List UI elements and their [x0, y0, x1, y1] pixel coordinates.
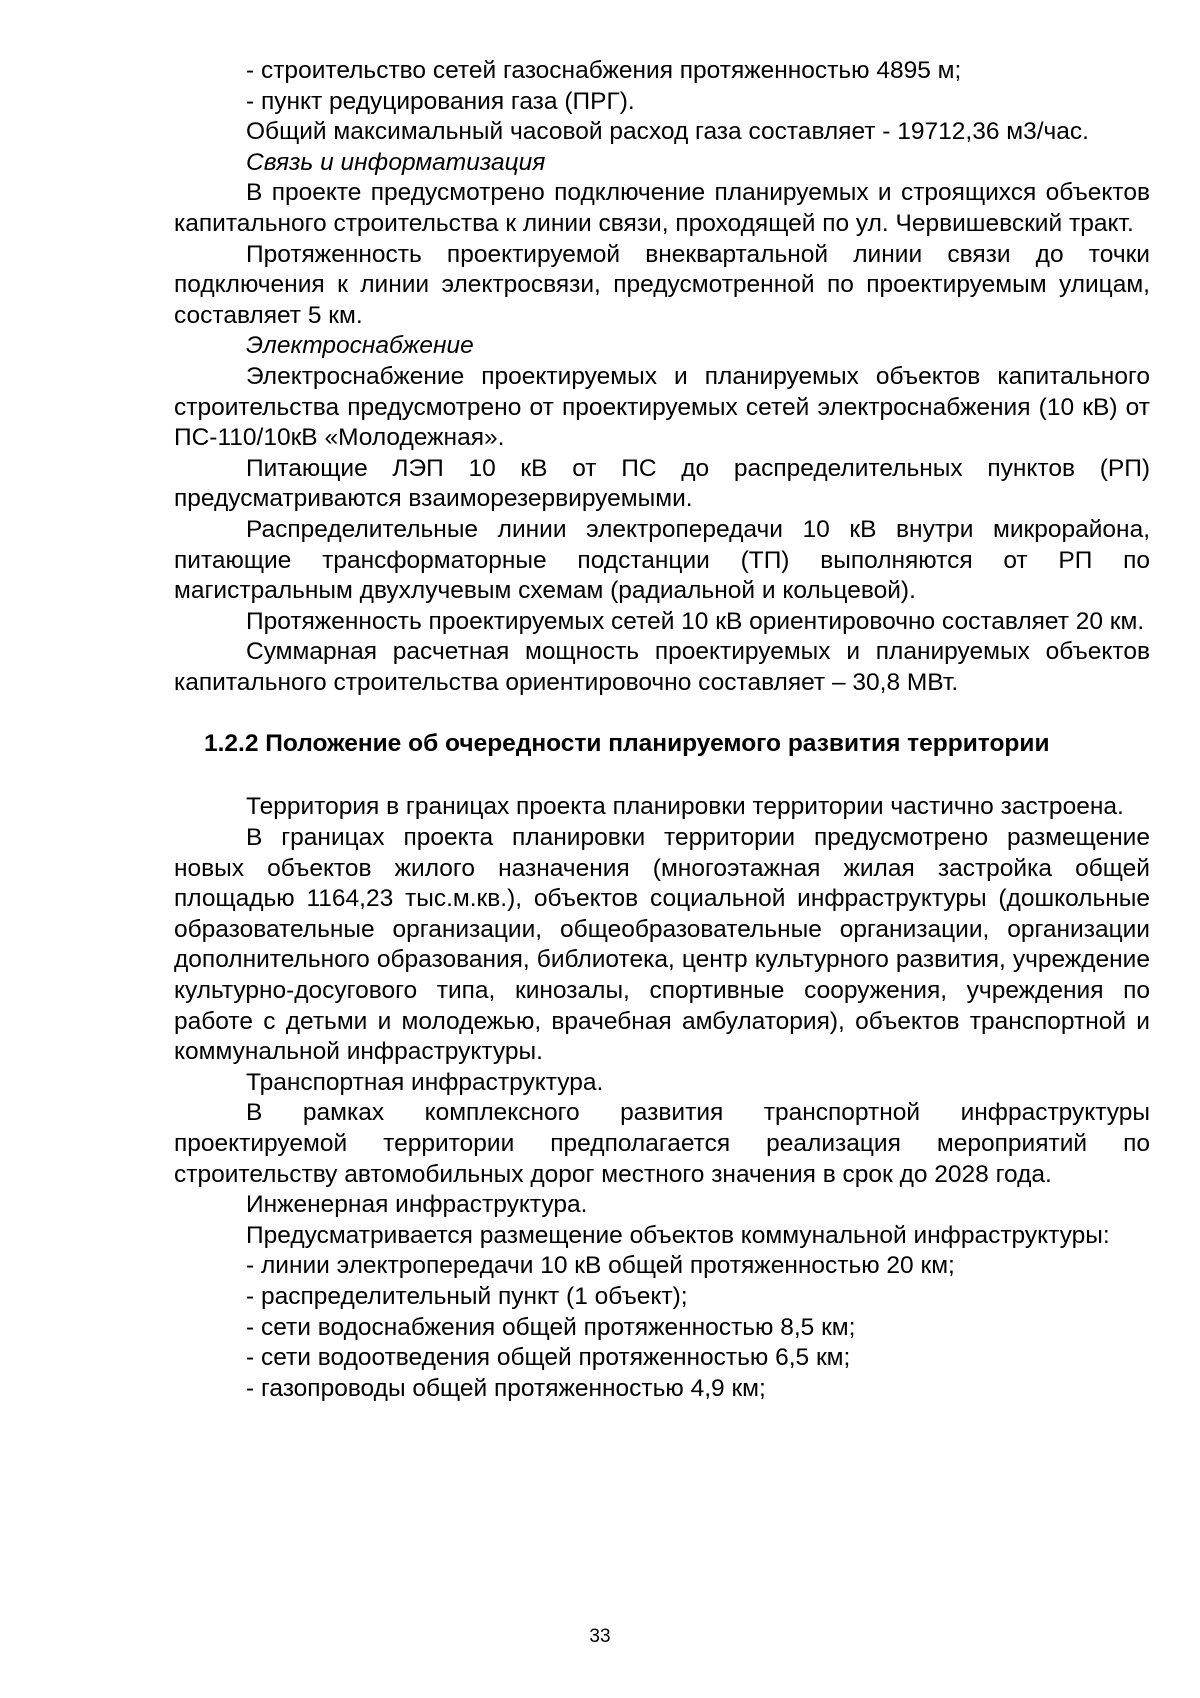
paragraph: В рамках комплексного развития транспортной инфраструктуры проектируемой территории предполагается реализация мероприятий по строительству автомобильных дорог местного значения в срок до 2028 года. — [174, 1099, 1150, 1188]
list-item: - сети водоснабжения общей протяженностью 8,5 км; — [246, 1313, 856, 1341]
paragraph: Суммарная расчетная мощность проектируемых и планируемых объектов капитального строительства ориентировочно составляет – 30,8 МВт. — [174, 638, 1150, 696]
paragraph: Общий максимальный часовой расход газа составляет - 19712,36 м3/час. — [246, 118, 1089, 146]
paragraph: Протяженность проектируемой внеквартальной линии связи до точки подключения к линии электросвязи, предусмотренной по проектируемым улицам, составляет 5 км. — [174, 240, 1150, 329]
paragraph: Электроснабжение проектируемых и планируемых объектов капитального строительства предусмотрено от проектируемых сетей электроснабжения (10 кВ) от ПС-110/10кВ «Молодежная». — [174, 362, 1150, 452]
list-item: - линии электропередачи 10 кВ общей протяженностью 20 км; — [246, 1252, 955, 1280]
list-item: - строительство сетей газоснабжения протяженностью 4895 м; — [246, 57, 962, 84]
paragraph: Инженерная инфраструктура. — [246, 1191, 588, 1219]
paragraph: Распределительные линии электропередачи 10 кВ внутри микрорайона, питающие трансформаторные подстанции (ТП) выполняются от РП по магистральным двухлучевым схемам (радиальной и кольцевой). — [174, 515, 1150, 605]
list-item: - газопроводы общей протяженностью 4,9 км; — [246, 1374, 766, 1402]
paragraph: В проекте предусмотрено подключение планируемых и строящихся объектов капитального строительства к линии связи, проходящей по ул. Червишевский тракт. — [174, 179, 1150, 237]
paragraph: Протяженность проектируемых сетей 10 кВ ориентировочно составляет 20 км. — [246, 607, 1145, 635]
subsection-heading: Связь и информатизация — [246, 148, 546, 176]
paragraph: Территория в границах проекта планировки территории частично застроена. — [246, 793, 1124, 821]
document-page — [174, 56, 1150, 1404]
list-item: - пункт редуцирования газа (ПРГ). — [246, 87, 635, 115]
page-number: 33 — [589, 1626, 611, 1647]
subsection-heading: Электроснабжение — [246, 332, 474, 360]
section-title: 1.2.2 Положение об очередности планируемого развития территории — [204, 730, 1050, 758]
paragraph: Предусматривается размещение объектов коммунальной инфраструктуры: — [246, 1221, 1110, 1249]
list-item: - сети водоотведения общей протяженностью 6,5 км; — [246, 1344, 851, 1372]
list-item: - распределительный пункт (1 объект); — [246, 1282, 688, 1310]
paragraph: В границах проекта планировки территории предусмотрено размещение новых объектов жилого назначения (многоэтажная жилая застройка общей площадью 1164,23 тыс.м.кв.), объектов социальной инфраструктуры (дошкольные образовательные организации, общеобразовательные организации, организации дополнительного образования, библиотека, центр культурного развития, учреждение культурно-досугового типа, кинозалы, спортивные сооружения, учреждения по работе с детьми и молодежью, врачебная амбулатория), объектов транспортной и коммунальной инфраструктуры. — [174, 824, 1150, 1066]
paragraph: Питающие ЛЭП 10 кВ от ПС до распределительных пунктов (РП) предусматриваются взаиморезервируемыми. — [174, 454, 1150, 513]
paragraph: Транспортная инфраструктура. — [246, 1068, 604, 1096]
